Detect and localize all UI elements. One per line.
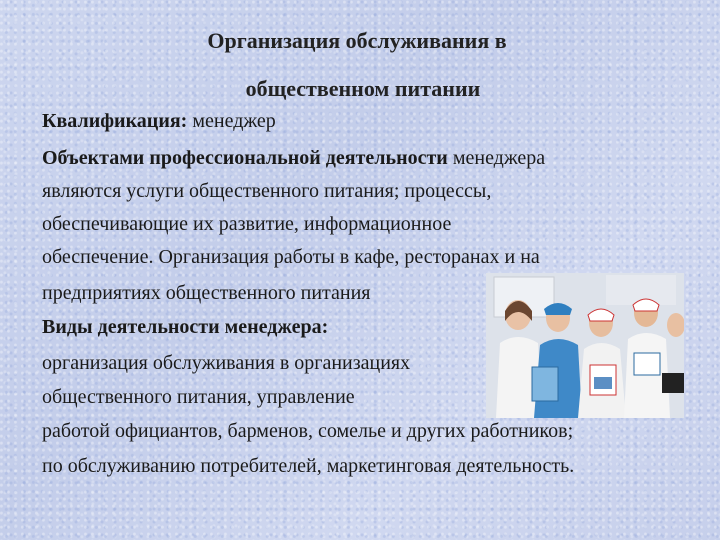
activities-heading: Виды деятельности менеджера: — [42, 316, 329, 338]
objects-line-2: являются услуги общественного питания; процессы, — [42, 180, 492, 202]
qualification-value: менеджер — [187, 110, 276, 132]
qualification-label: Квалификация: — [42, 110, 188, 132]
title-line-1: Организация обслуживания в — [207, 28, 507, 53]
qualification-line — [42, 110, 276, 133]
objects-line-1 — [42, 147, 545, 170]
objects-line-5: предприятиях общественного питания — [42, 282, 371, 304]
group-photo-illustration — [486, 273, 684, 418]
activities-line-2: общественного питания, управление — [42, 386, 355, 408]
objects-line-4: обеспечение. Организация работы в кафе, ресторанах и на — [42, 246, 540, 268]
objects-label: Объектами профессиональной деятельности — [42, 147, 448, 169]
activities-line-1: организация обслуживания в организациях — [42, 352, 411, 374]
group-photo — [486, 273, 684, 418]
objects-line-3: обеспечивающие их развитие, информационное — [42, 213, 452, 235]
objects-line-1-rest: менеджера — [447, 147, 546, 169]
activities-line-3: работой официантов, барменов, сомелье и других работников; — [42, 420, 574, 442]
activities-line-4: по обслуживанию потребителей, маркетинговая деятельность. — [42, 455, 575, 477]
title-line-2: общественном питании — [245, 76, 481, 101]
